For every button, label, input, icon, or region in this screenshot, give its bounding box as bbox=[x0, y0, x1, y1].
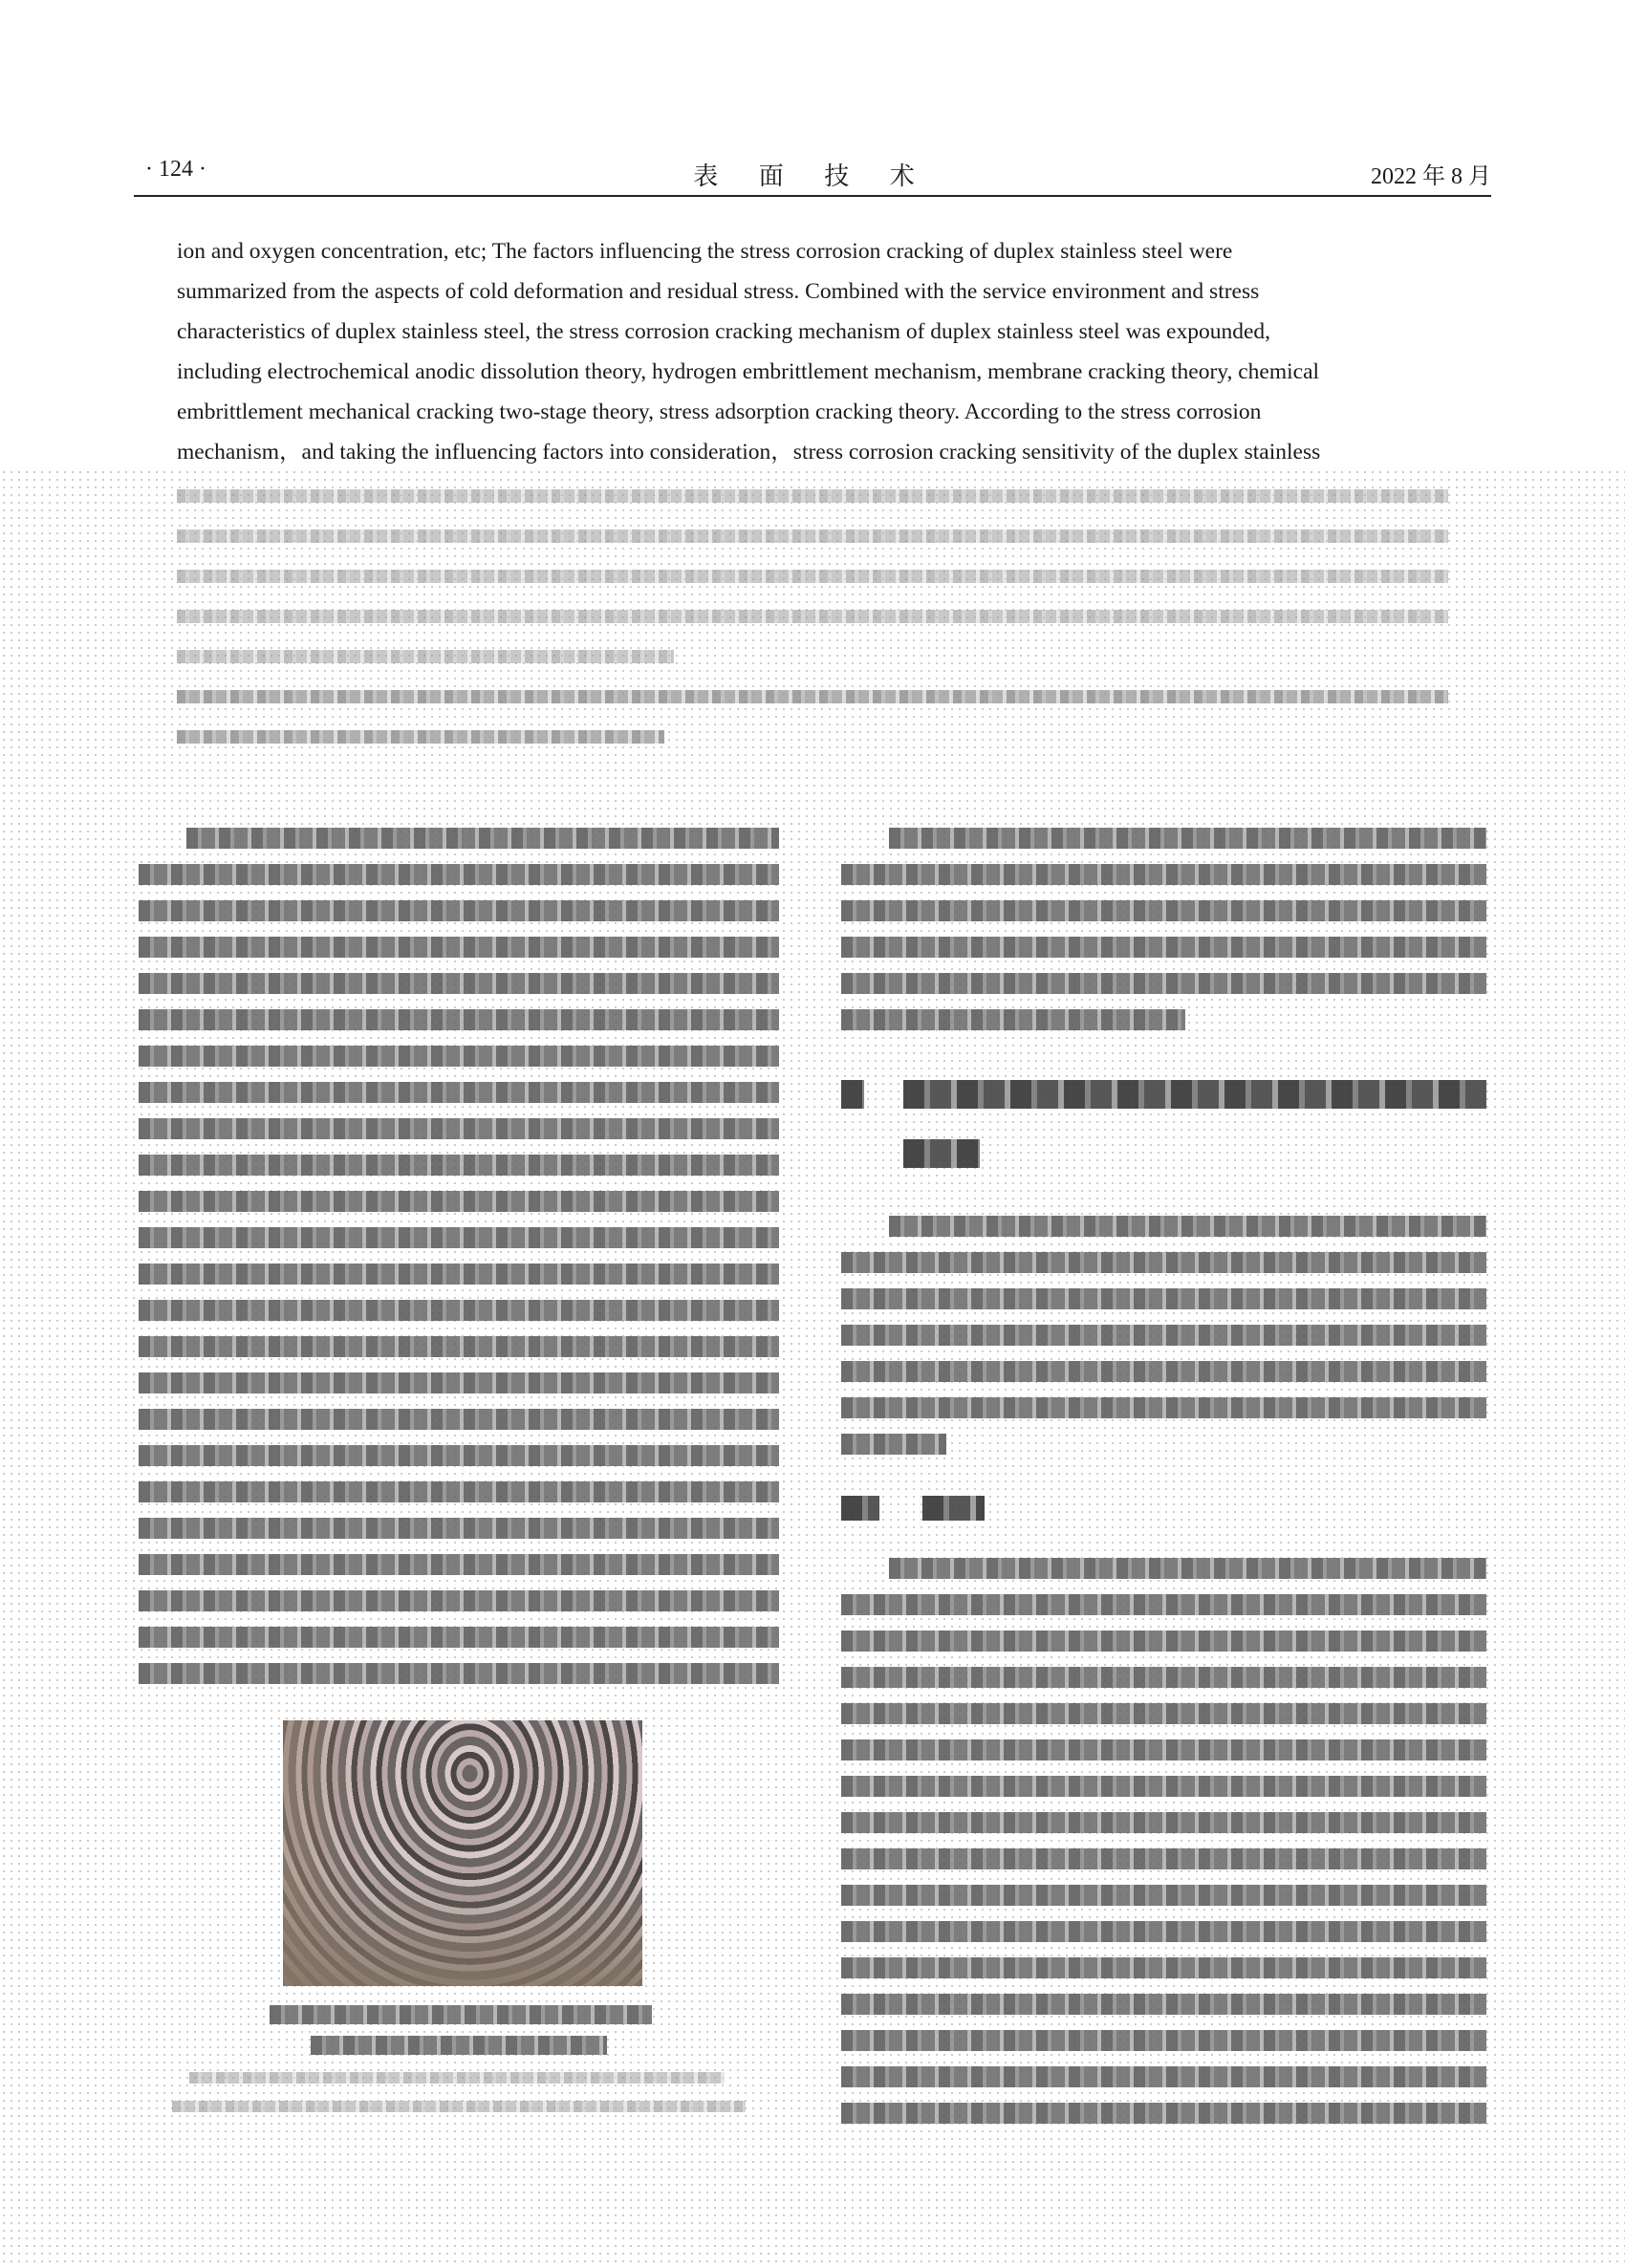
obscured-text-line bbox=[177, 489, 1448, 503]
obscured-body-line bbox=[841, 1631, 1486, 1652]
obscured-body-line bbox=[841, 937, 1486, 958]
obscured-body-line bbox=[841, 1739, 1486, 1760]
obscured-body-line bbox=[139, 1445, 779, 1466]
obscured-body-line bbox=[139, 1155, 779, 1176]
obscured-caption-line bbox=[311, 2036, 607, 2055]
obscured-body-line bbox=[889, 1558, 1486, 1579]
obscured-body-line bbox=[139, 1336, 779, 1357]
obscured-section-heading bbox=[903, 1139, 980, 1168]
obscured-body-line bbox=[139, 1300, 779, 1321]
journal-title: 表 面 技 术 bbox=[693, 162, 932, 190]
obscured-body-line bbox=[841, 1776, 1486, 1797]
obscured-body-line bbox=[139, 1372, 779, 1393]
figure-image bbox=[283, 1720, 642, 1986]
abstract-line: embrittlement mechanical cracking two-stage theory, stress adsorption cracking theory. According to the stress corrosion bbox=[177, 400, 1262, 424]
obscured-caption-line bbox=[270, 2005, 652, 2024]
english-abstract bbox=[177, 231, 1448, 472]
obscured-body-line bbox=[139, 1264, 779, 1285]
obscured-body-line bbox=[139, 937, 779, 958]
obscured-body-line bbox=[841, 2066, 1486, 2087]
obscured-body-line bbox=[841, 1325, 1486, 1346]
obscured-body-line bbox=[841, 1288, 1486, 1309]
obscured-body-line bbox=[841, 1252, 1486, 1273]
page-number: · 124 · bbox=[145, 157, 206, 182]
obscured-body-line bbox=[841, 1397, 1486, 1418]
obscured-body-line bbox=[841, 2030, 1486, 2051]
obscured-caption-line bbox=[189, 2072, 725, 2084]
obscured-body-line bbox=[841, 1921, 1486, 1942]
abstract-line: including electrochemical anodic dissolution theory, hydrogen embrittlement mechanism, membrane cracking theory, chemical bbox=[177, 359, 1320, 384]
obscured-body-line bbox=[841, 1957, 1486, 1978]
obscured-body-line bbox=[139, 1009, 779, 1030]
obscured-body-line bbox=[139, 1627, 779, 1648]
obscured-subsection-heading bbox=[922, 1496, 985, 1521]
obscured-body-line bbox=[139, 1046, 779, 1067]
obscured-body-line bbox=[139, 973, 779, 994]
obscured-body-line bbox=[139, 1590, 779, 1611]
obscured-body-line bbox=[889, 1216, 1486, 1237]
page-header bbox=[134, 153, 1491, 197]
obscured-body-line bbox=[841, 900, 1486, 921]
obscured-body-line bbox=[841, 1885, 1486, 1906]
obscured-body-line bbox=[841, 864, 1486, 885]
obscured-body-line bbox=[139, 1227, 779, 1248]
obscured-body-line bbox=[139, 1481, 779, 1502]
obscured-body-line bbox=[841, 1703, 1486, 1724]
obscured-body-line bbox=[841, 1812, 1486, 1833]
obscured-body-line bbox=[841, 1994, 1486, 2015]
obscured-body-line bbox=[841, 2103, 1486, 2124]
obscured-body-line bbox=[139, 864, 779, 885]
abstract-line: summarized from the aspects of cold deformation and residual stress. Combined with the service environment and stress bbox=[177, 279, 1260, 304]
obscured-text-line bbox=[177, 610, 1448, 623]
obscured-section-heading bbox=[903, 1080, 1486, 1109]
obscured-body-line bbox=[841, 1361, 1486, 1382]
obscured-body-line bbox=[841, 1667, 1486, 1688]
obscured-body-line bbox=[139, 1663, 779, 1684]
obscured-section-heading bbox=[841, 1080, 864, 1109]
obscured-subsection-heading bbox=[841, 1496, 879, 1521]
issue-date: 2022 年 8 月 bbox=[1371, 164, 1491, 189]
obscured-text-line bbox=[177, 570, 1448, 583]
obscured-body-line bbox=[139, 900, 779, 921]
obscured-body-line bbox=[139, 1118, 779, 1139]
obscured-body-line bbox=[841, 1009, 1185, 1030]
obscured-text-line bbox=[177, 529, 1448, 543]
obscured-keywords-line bbox=[177, 690, 1448, 703]
obscured-body-line bbox=[139, 1409, 779, 1430]
obscured-body-line bbox=[841, 1434, 946, 1455]
obscured-body-line bbox=[139, 1554, 779, 1575]
obscured-body-line bbox=[139, 1082, 779, 1103]
obscured-body-line bbox=[139, 1518, 779, 1539]
obscured-body-line bbox=[186, 828, 779, 849]
obscured-caption-line bbox=[172, 2101, 746, 2112]
obscured-text-line bbox=[177, 650, 674, 663]
obscured-body-line bbox=[139, 1191, 779, 1212]
abstract-line: ion and oxygen concentration, etc; The factors influencing the stress corrosion cracking of duplex stainless steel were bbox=[177, 239, 1233, 264]
abstract-line: mechanism，and taking the influencing factors into consideration，stress corrosion cracking sensitivity of the duplex stainless bbox=[177, 440, 1321, 464]
obscured-body-line bbox=[889, 828, 1486, 849]
obscured-body-line bbox=[841, 973, 1486, 994]
abstract-line: characteristics of duplex stainless steel, the stress corrosion cracking mechanism of duplex stainless steel was expounded, bbox=[177, 319, 1270, 344]
obscured-body-line bbox=[841, 1594, 1486, 1615]
obscured-body-line bbox=[841, 1848, 1486, 1869]
obscured-keywords-line bbox=[177, 730, 664, 744]
